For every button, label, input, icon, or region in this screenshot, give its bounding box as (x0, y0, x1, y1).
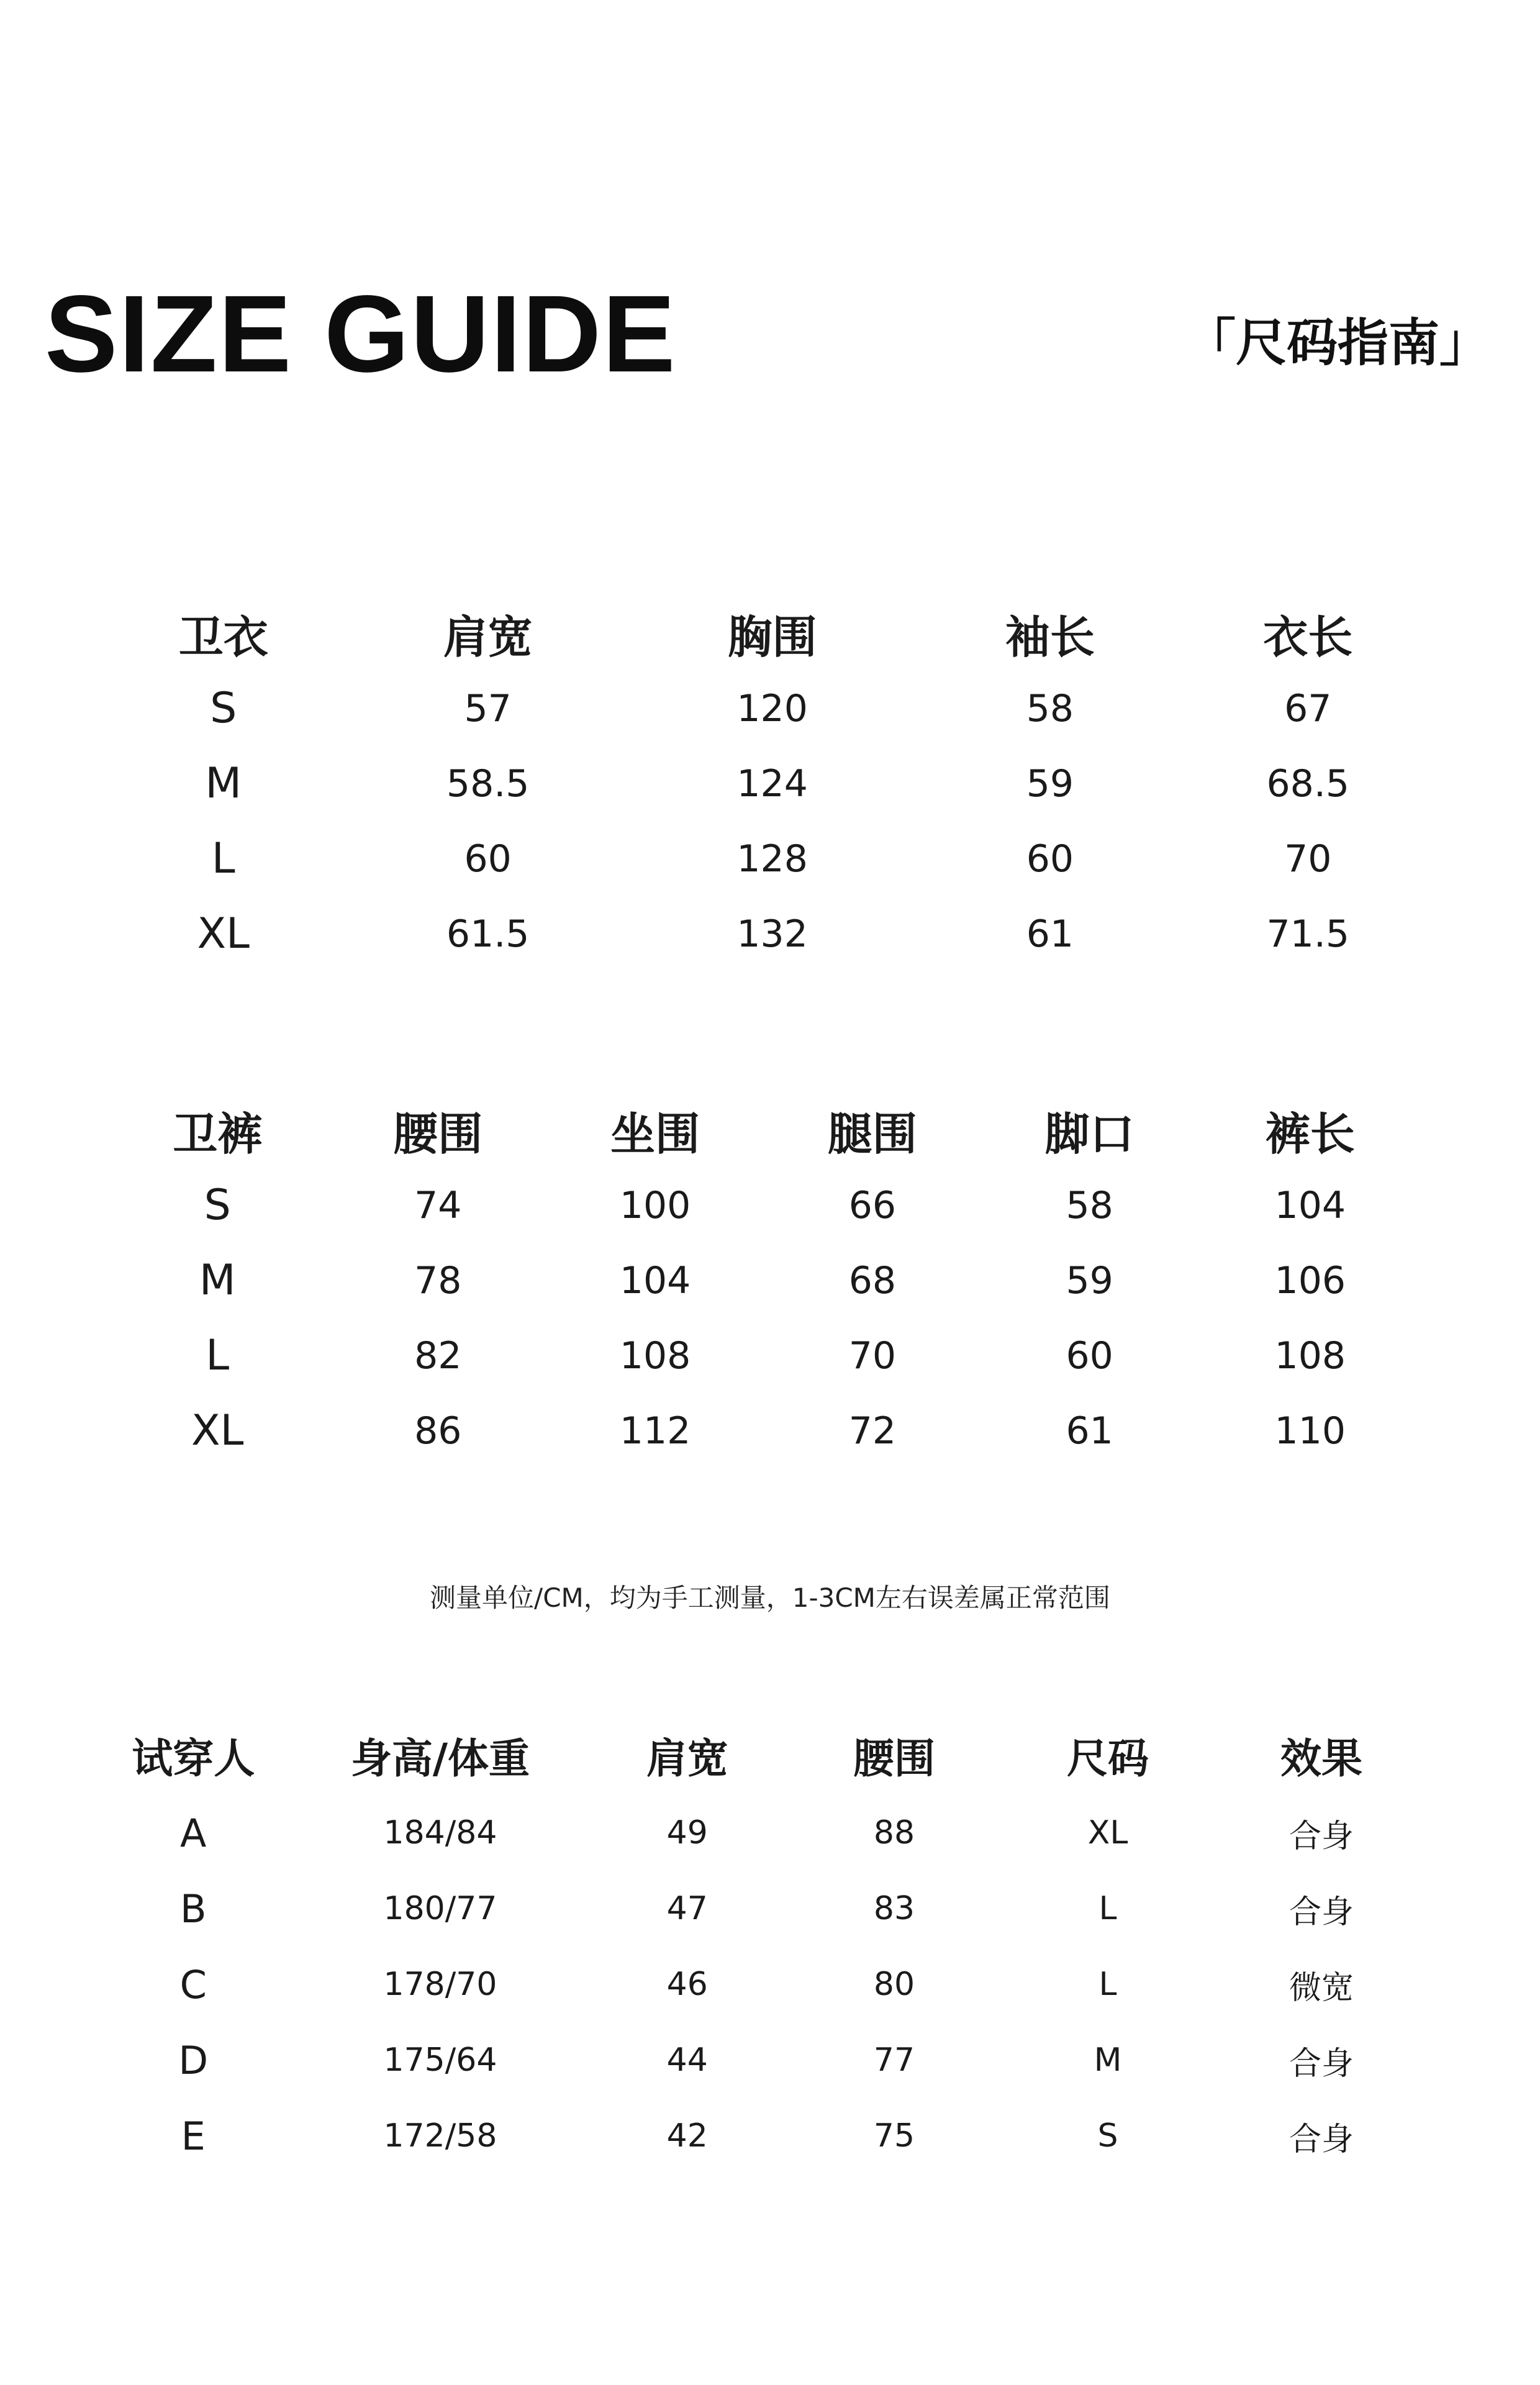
thigh-value: 66 (848, 1183, 897, 1227)
hoodie-header-sleeve: 袖长 (1005, 611, 1095, 663)
length-value: 108 (1274, 1333, 1346, 1378)
length-value: 71.5 (1266, 912, 1350, 956)
shoulder-value: 60 (464, 837, 512, 881)
model-header-size: 尺码 (1067, 1734, 1149, 1783)
hoodie-header-length: 衣长 (1263, 611, 1353, 663)
hip-value: 100 (619, 1183, 691, 1227)
table-row (93, 1871, 1428, 1947)
fit-value: 合身 (1289, 1817, 1354, 1855)
size-label: XL (191, 1406, 244, 1455)
table-row (104, 821, 1427, 896)
waist-value: 78 (414, 1258, 462, 1302)
hip-value: 104 (619, 1258, 691, 1302)
size-value: L (1098, 1890, 1117, 1927)
shoulder-value: 47 (666, 1890, 708, 1927)
pants-header-hem: 脚口 (1044, 1108, 1135, 1160)
table-row (104, 746, 1427, 821)
size-label: S (204, 1181, 231, 1230)
height-weight-value: 178/70 (383, 1966, 497, 2003)
table-row (106, 1393, 1422, 1468)
page-subtitle: 「尺码指南」 (1184, 314, 1490, 373)
fit-value: 合身 (1289, 1893, 1354, 1931)
height-weight-value: 175/64 (383, 2042, 497, 2079)
length-value: 70 (1284, 837, 1332, 881)
size-label: L (211, 834, 235, 883)
chest-value: 128 (736, 837, 808, 881)
model-label: A (180, 1810, 207, 1856)
page-title: SIZE GUIDE (45, 273, 677, 395)
model-header-person: 试穿人 (132, 1734, 255, 1783)
table-row (104, 896, 1427, 971)
model-label: B (179, 1886, 207, 1932)
hem-value: 61 (1066, 1409, 1113, 1453)
hoodie-header-category: 卫衣 (178, 611, 268, 663)
sleeve-value: 61 (1026, 912, 1074, 956)
sleeve-value: 60 (1026, 837, 1074, 881)
hem-value: 60 (1066, 1333, 1113, 1378)
length-value: 110 (1274, 1409, 1346, 1453)
pants-header-hip: 坐围 (610, 1108, 700, 1160)
hoodie-header-shoulder: 肩宽 (443, 611, 533, 663)
model-header-waist: 腰围 (853, 1734, 935, 1783)
hem-value: 59 (1066, 1258, 1113, 1302)
waist-value: 80 (873, 1966, 915, 2003)
pants-header-waist: 腰围 (393, 1108, 483, 1160)
thigh-value: 68 (848, 1258, 897, 1302)
waist-value: 75 (873, 2117, 915, 2155)
height-weight-value: 184/84 (383, 1814, 497, 1851)
table-row (106, 1168, 1422, 1243)
size-label: XL (197, 909, 250, 958)
model-label: C (179, 1961, 207, 2007)
table-row (93, 2098, 1428, 2174)
hip-value: 108 (619, 1333, 691, 1378)
shoulder-value: 61.5 (446, 912, 530, 956)
hoodie-size-table (104, 596, 1427, 971)
chest-value: 132 (736, 912, 808, 956)
shoulder-value: 57 (464, 686, 512, 730)
shoulder-value: 58.5 (446, 761, 530, 806)
table-row (93, 2022, 1428, 2098)
model-header-fit: 效果 (1280, 1734, 1362, 1783)
sleeve-value: 59 (1026, 761, 1074, 806)
hip-value: 112 (619, 1409, 691, 1453)
shoulder-value: 42 (666, 2117, 708, 2155)
height-weight-value: 172/58 (383, 2117, 497, 2155)
measurement-note: 测量单位/CM，均为手工测量，1-3CM左右误差属正常范围 (430, 1583, 1110, 1613)
size-value: S (1097, 2117, 1118, 2155)
table-row (93, 1947, 1428, 2022)
size-value: XL (1087, 1814, 1128, 1851)
pants-header-length: 裤长 (1265, 1108, 1355, 1160)
waist-value: 88 (873, 1814, 915, 1851)
model-header-row (93, 1714, 1428, 1795)
waist-value: 82 (414, 1333, 462, 1378)
pants-header-row (106, 1093, 1422, 1168)
shoulder-value: 44 (666, 2042, 708, 2079)
height-weight-value: 180/77 (383, 1890, 497, 1927)
shoulder-value: 49 (666, 1814, 708, 1851)
model-label: D (178, 2037, 209, 2083)
sleeve-value: 58 (1026, 686, 1074, 730)
length-value: 106 (1274, 1258, 1346, 1302)
fit-value: 微宽 (1289, 1969, 1354, 2007)
chest-value: 124 (736, 761, 808, 806)
waist-value: 83 (873, 1890, 915, 1927)
size-label: M (205, 759, 242, 808)
thigh-value: 70 (848, 1333, 897, 1378)
length-value: 104 (1274, 1183, 1346, 1227)
waist-value: 74 (414, 1183, 462, 1227)
waist-value: 86 (414, 1409, 462, 1453)
pants-header-thigh: 腿围 (827, 1108, 917, 1160)
hoodie-header-chest: 胸围 (727, 611, 817, 663)
chest-value: 120 (736, 686, 808, 730)
hem-value: 58 (1066, 1183, 1113, 1227)
model-label: E (181, 2113, 206, 2159)
thigh-value: 72 (848, 1409, 897, 1453)
shoulder-value: 46 (666, 1966, 708, 2003)
table-row (93, 1795, 1428, 1871)
fit-value: 合身 (1289, 2045, 1354, 2083)
pants-size-table (106, 1093, 1422, 1468)
size-value: L (1098, 1966, 1117, 2003)
fit-value: 合身 (1289, 2120, 1354, 2158)
length-value: 67 (1284, 686, 1332, 730)
pants-header-category: 卫裤 (173, 1108, 263, 1160)
model-fit-table (93, 1714, 1428, 2174)
waist-value: 77 (873, 2042, 915, 2079)
model-header-shoulder: 肩宽 (646, 1734, 728, 1783)
size-label: M (199, 1256, 236, 1305)
table-row (104, 671, 1427, 746)
table-row (106, 1243, 1422, 1318)
table-row (106, 1318, 1422, 1393)
model-header-height-weight: 身高/体重 (350, 1734, 530, 1783)
hoodie-header-row (104, 596, 1427, 671)
length-value: 68.5 (1266, 761, 1350, 806)
size-label: S (210, 684, 237, 733)
size-value: M (1094, 2042, 1122, 2079)
size-label: L (206, 1331, 230, 1380)
